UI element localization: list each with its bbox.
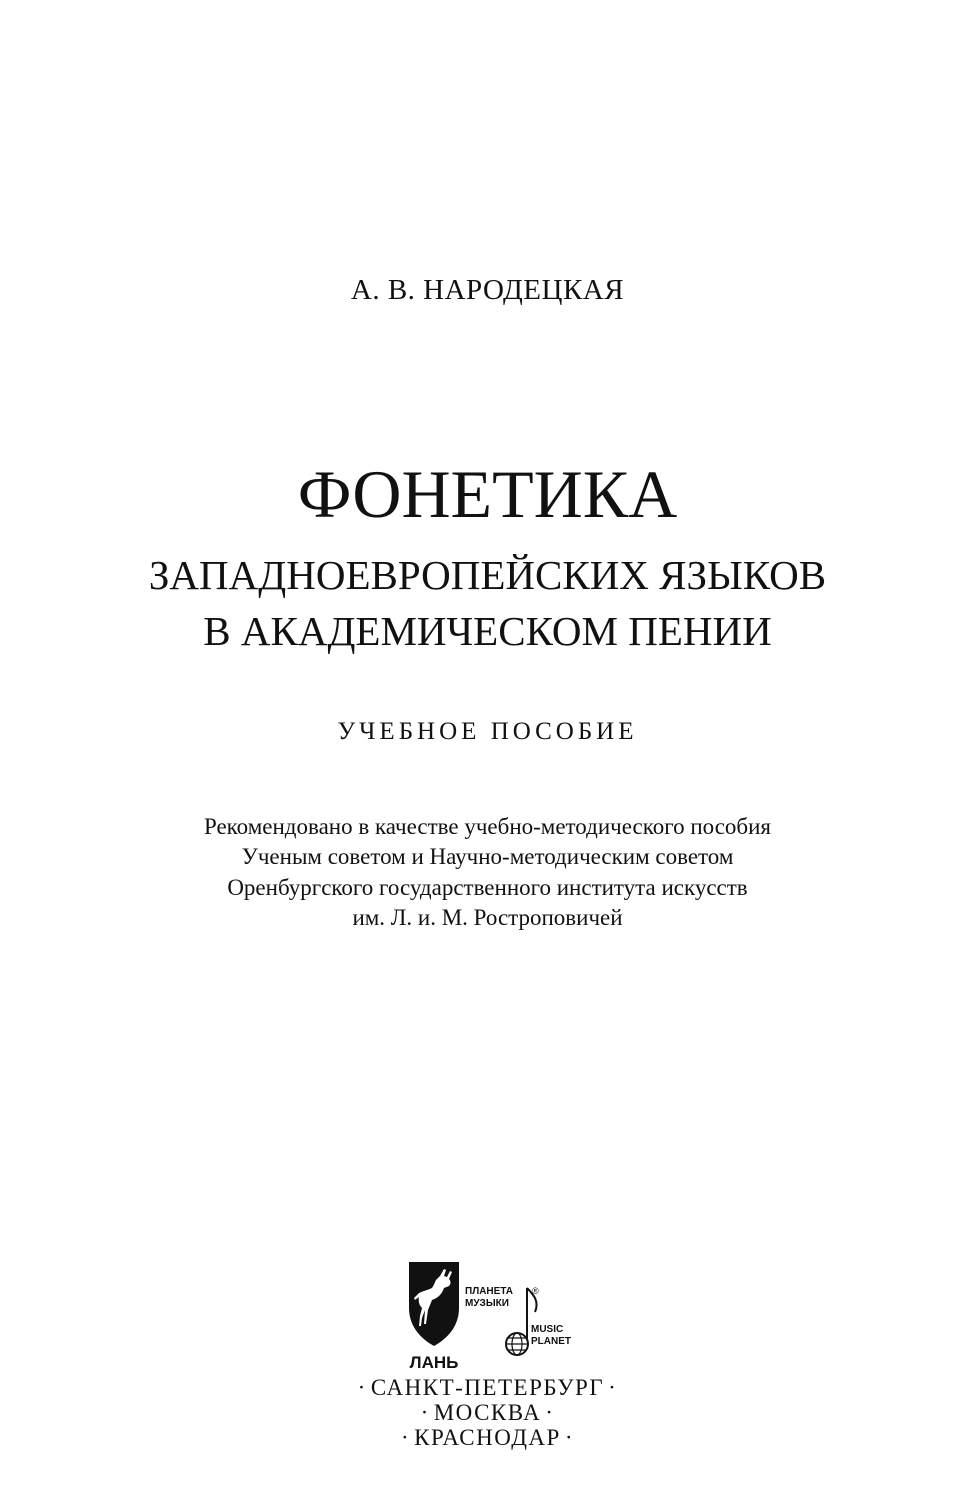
recommendation-line-2: Ученым советом и Научно-методическим советом [241, 844, 734, 869]
city-label: САНКТ-ПЕТЕРБУРГ [370, 1375, 605, 1400]
music-logo-ru-2: МУЗЫКИ [465, 1298, 509, 1309]
author-name: А. В. НАРОДЕЦКАЯ [350, 274, 625, 306]
book-genre: УЧЕБНОЕ ПОСОБИЕ [337, 718, 638, 745]
city-krasnodar [0, 1424, 975, 1452]
music-logo-en-1: MUSIC [531, 1324, 564, 1335]
separator-dot: · [400, 1425, 411, 1450]
separator-dot: · [545, 1400, 555, 1425]
book-title-line-1: ЗАПАДНОЕВРОПЕЙСКИХ ЯЗЫКОВ [148, 552, 827, 598]
recommendation-line-4: им. Л. и. М. Ростроповичей [352, 905, 623, 930]
lan-publisher-logo [407, 1258, 467, 1373]
lan-logo-label: ЛАНЬ [409, 1353, 459, 1372]
city-saint-petersburg [0, 1374, 975, 1402]
book-title-line-2: В АКАДЕМИЧЕСКОМ ПЕНИИ [203, 608, 772, 654]
publisher-logos [407, 1258, 571, 1373]
separator-dot: · [357, 1375, 367, 1400]
registered-mark: ® [532, 1286, 539, 1296]
city-label: КРАСНОДАР [414, 1425, 561, 1450]
music-logo-ru-1: ПЛАНЕТА [465, 1286, 514, 1297]
recommendation-line-1: Рекомендовано в качестве учебно-методического пособия [203, 814, 772, 839]
city-label: МОСКВА [433, 1400, 542, 1425]
separator-dot: · [564, 1425, 574, 1450]
book-title-main: ФОНЕТИКА [297, 456, 678, 532]
music-logo-en-2: PLANET [531, 1336, 571, 1347]
separator-dot: · [420, 1400, 430, 1425]
music-planet-logo [465, 1282, 571, 1362]
city-moscow [0, 1399, 975, 1427]
separator-dot: · [608, 1375, 618, 1400]
recommendation-line-3: Оренбургского государственного института искусств [227, 875, 748, 900]
